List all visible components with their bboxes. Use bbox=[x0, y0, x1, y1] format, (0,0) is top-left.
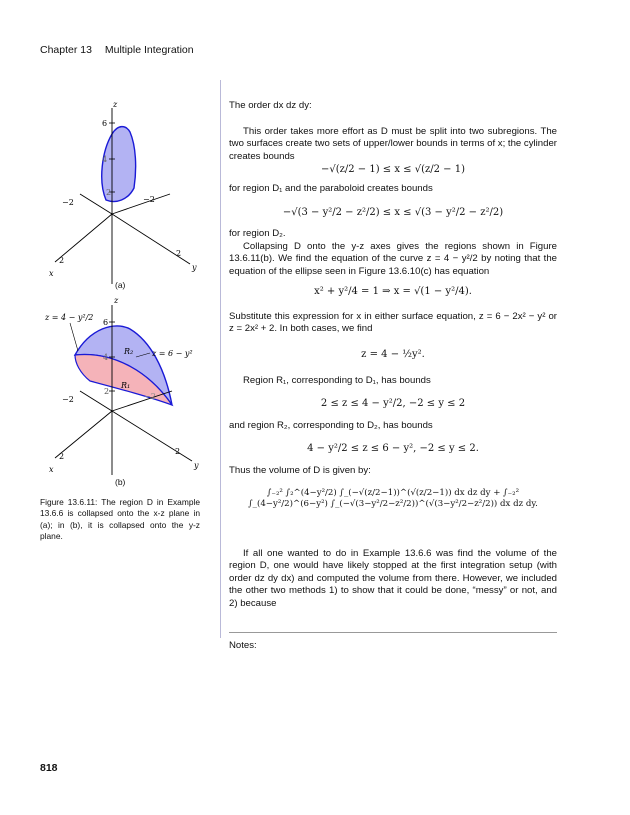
equation-1: −√(z/2 − 1) ≤ x ≤ √(z/2 − 1) bbox=[320, 164, 466, 175]
x-axis-label: x bbox=[49, 465, 54, 474]
equation-3: x² + y²/4 = 1 ⇒ x = √(1 − y²/4). bbox=[314, 286, 472, 297]
x-tick-neg: −2 bbox=[62, 395, 74, 404]
region-r2-label: R₂ bbox=[124, 347, 134, 356]
lower-curve-label: z = 6 − y² bbox=[152, 349, 193, 358]
equation-4: z = 4 − ½y². bbox=[361, 349, 425, 360]
panel-a-label: (a) bbox=[115, 280, 126, 290]
figure-panel-a bbox=[40, 96, 210, 291]
notes-rule bbox=[229, 632, 557, 633]
x-tick-pos: 2 bbox=[59, 452, 65, 461]
z-tick-4: 4 bbox=[102, 155, 108, 164]
notes-label: Notes: bbox=[229, 640, 257, 651]
running-header bbox=[40, 44, 194, 56]
x-axis bbox=[55, 214, 112, 262]
paragraph-3a: for region D₂. bbox=[229, 228, 286, 239]
panel-b-label: (b) bbox=[115, 477, 126, 487]
y-tick-pos: 2 bbox=[176, 249, 182, 258]
chapter-number: Chapter 13 bbox=[40, 44, 92, 56]
z-tick-2: 2 bbox=[106, 188, 112, 197]
page-number: 818 bbox=[40, 762, 58, 774]
y-axis-label: y bbox=[194, 461, 199, 470]
margin-rule bbox=[220, 80, 221, 638]
z-tick-2: 2 bbox=[104, 387, 110, 396]
x-tick-pos: 2 bbox=[59, 256, 65, 265]
equation-2: −√(3 − y²/2 − z²/2) ≤ x ≤ √(3 − y²/2 − z²/2) bbox=[282, 207, 504, 218]
x-tick-neg: −2 bbox=[62, 198, 74, 207]
upper-curve-label: z = 4 − y²/2 bbox=[45, 313, 94, 322]
region-r1-label: R₁ bbox=[121, 381, 131, 390]
x-axis-label: x bbox=[49, 269, 54, 278]
z-tick-4: 4 bbox=[103, 353, 109, 362]
z-tick-6: 6 bbox=[103, 318, 109, 327]
paragraph-2: for region D₁ and the paraboloid creates bounds bbox=[229, 183, 433, 194]
y-tick-pos: 2 bbox=[175, 447, 181, 456]
equation-6: 4 − y²/2 ≤ z ≤ 6 − y², −2 ≤ y ≤ 2. bbox=[307, 443, 479, 454]
paragraph-8: If all one wanted to do in Example 13.6.6 was find the volume of the region D, one would have likely stopped at the first integration setup (with order dz dy dx) and computed the volume from there. However, we included the other two methods 1) to show that it could be done, “messy” or not, and 2) because bbox=[229, 548, 557, 609]
equation-7: ∫₋₂² ∫₂^(4−y²/2) ∫_(−√(z/2−1))^(√(z/2−1)) dx dz dy + ∫₋₂² ∫_(4−y²/2)^(6−y²) ∫_(−√(3−y²/2−z²/2))^(√(3−y²/2−z²/2)) dx dz dy. bbox=[248, 488, 538, 509]
paragraph-1: This order takes more effort as D must be split into two subregions. The two surfaces create two sets of upper/lower bounds in terms of x; the cylinder creates bounds bbox=[229, 126, 557, 162]
paragraph-6: and region R₂, corresponding to D₂, has bounds bbox=[229, 420, 433, 431]
y-axis-label: y bbox=[192, 263, 197, 272]
paragraph-7: Thus the volume of D is given by: bbox=[229, 465, 371, 476]
z-axis-label: z bbox=[113, 100, 118, 109]
equation-5: 2 ≤ z ≤ 4 − y²/2, −2 ≤ y ≤ 2 bbox=[320, 398, 466, 409]
figure-panel-b bbox=[40, 293, 215, 483]
z-axis-label: z bbox=[114, 296, 119, 305]
y-tick-neg: −2 bbox=[143, 195, 155, 204]
chapter-title: Multiple Integration bbox=[104, 44, 194, 56]
paragraph-5: Region R₁, corresponding to D₁, has bounds bbox=[243, 375, 431, 386]
paragraph-4: Substitute this expression for x in either surface equation, z = 6 − 2x² − y² or z = 2x² + 2. In both cases, we find bbox=[229, 311, 557, 335]
y-tick-neg: −2 bbox=[144, 392, 156, 401]
paragraph-3b: Collapsing D onto the y-z axes gives the regions shown in Figure 13.6.11(b). We find the equation of the curve z = 4 − y²/2 by noting that the equation of the ellipse seen in Figure 13.6.10(c) has equation bbox=[229, 241, 557, 277]
order-heading: The order dx dz dy: bbox=[229, 100, 312, 111]
figure-caption: Figure 13.6.11: The region D in Example 13.6.6 is collapsed onto the x-z plane in (a); in (b), it is collapsed onto the y-z plane. bbox=[40, 497, 200, 542]
z-tick-6: 6 bbox=[102, 119, 108, 128]
x-axis bbox=[55, 411, 112, 458]
